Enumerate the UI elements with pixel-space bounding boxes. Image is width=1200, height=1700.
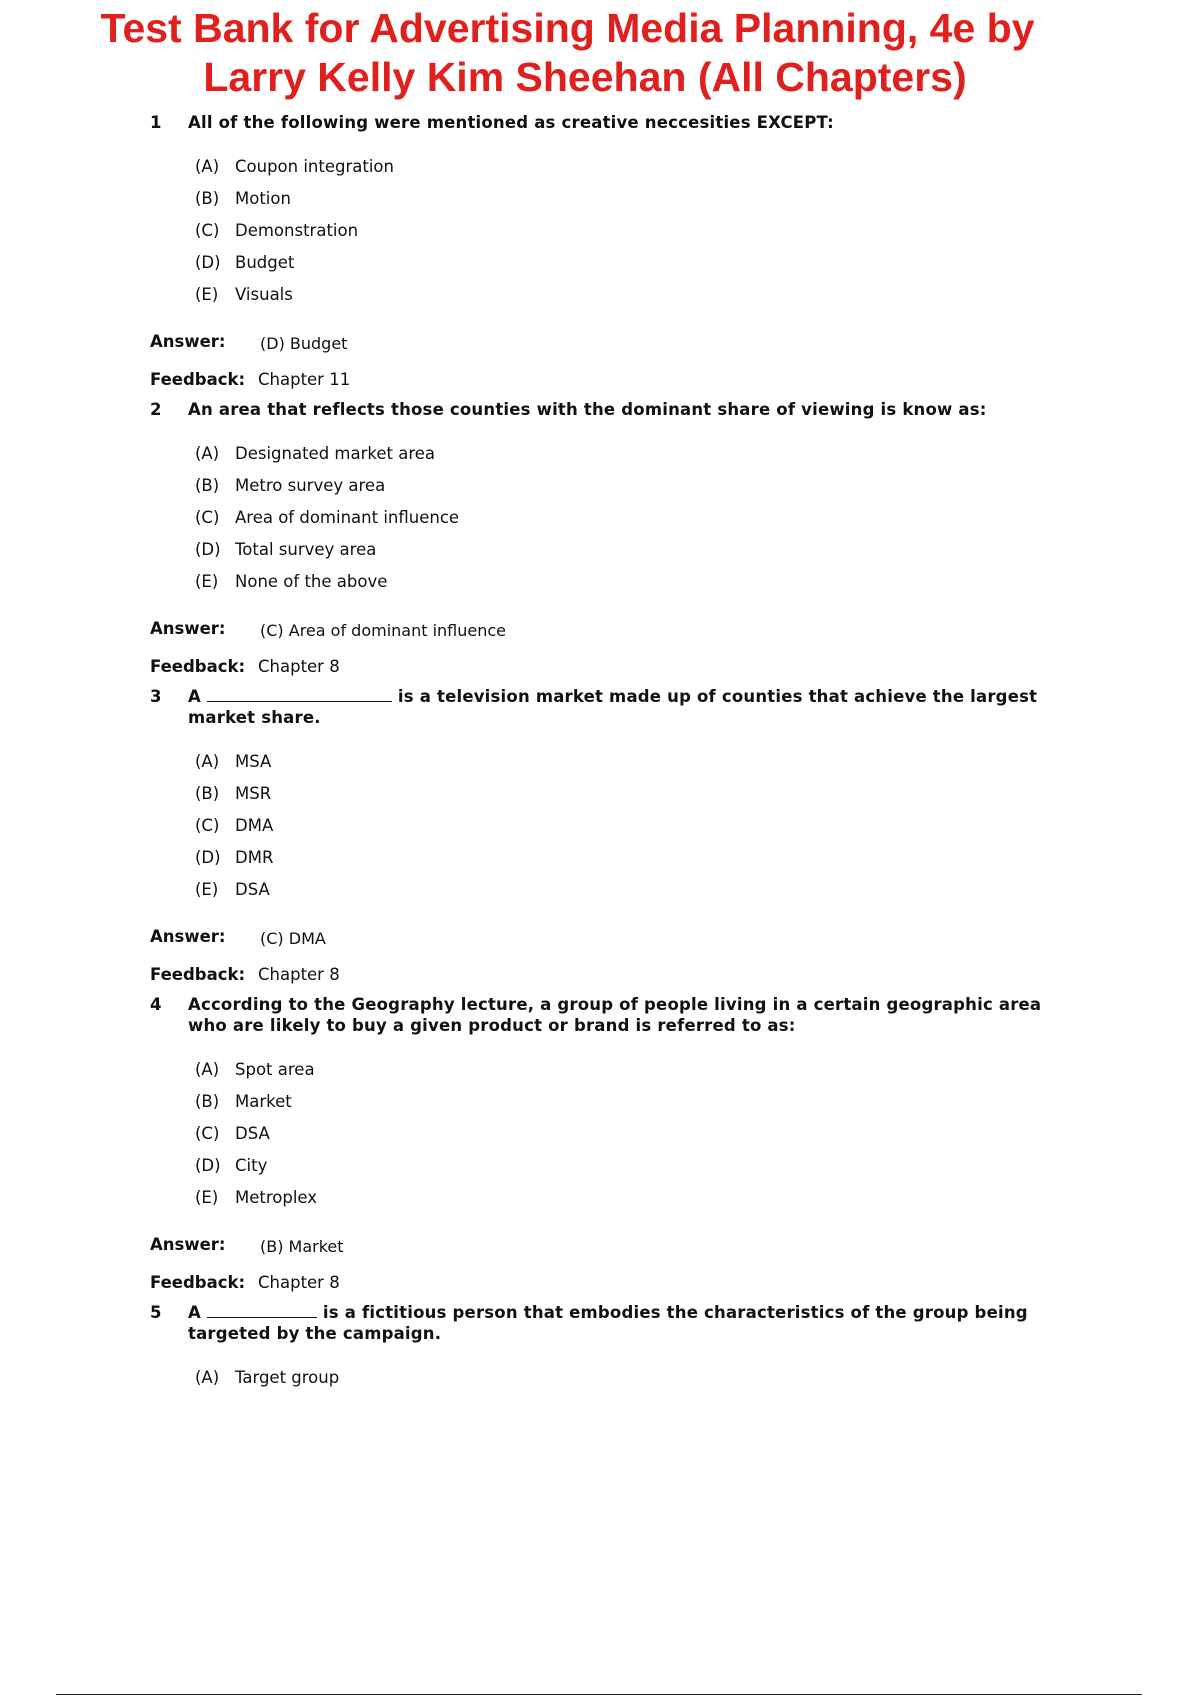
choice-text: None of the above — [235, 572, 388, 591]
choice-d — [195, 1150, 1050, 1182]
choice-d — [195, 842, 1050, 874]
choice-c — [195, 502, 1050, 534]
choice-letter: (A) — [195, 752, 220, 771]
answer-value: (B) Market — [260, 1237, 344, 1256]
title-line-2: Larry Kelly Kim Sheehan (All Chapters) — [203, 54, 967, 100]
choice-c — [195, 1118, 1050, 1150]
question-text-start: A — [188, 1303, 201, 1322]
question-number: 5 — [150, 1303, 162, 1322]
document-title — [0, 0, 1200, 102]
choice-letter: (D) — [195, 848, 221, 867]
question-1 — [150, 112, 1050, 399]
feedback-row — [150, 956, 1050, 994]
choice-b — [195, 1086, 1050, 1118]
choice-letter: (C) — [195, 816, 220, 835]
answer-value: (C) DMA — [260, 929, 326, 948]
choice-text: Metro survey area — [235, 476, 386, 495]
choice-c — [195, 810, 1050, 842]
choice-text: Visuals — [235, 285, 293, 304]
choice-letter: (E) — [195, 880, 219, 899]
question-text — [188, 1302, 1050, 1344]
choice-e — [195, 1182, 1050, 1214]
choice-a — [195, 438, 1050, 470]
choice-list — [195, 151, 1050, 311]
choice-text: Target group — [235, 1368, 340, 1387]
feedback-value: Chapter 8 — [258, 1273, 340, 1292]
question-text-end: is a television market made up of counties that achieve the largest market share. — [188, 687, 1038, 727]
choice-e — [195, 874, 1050, 906]
choice-a — [195, 746, 1050, 778]
choice-list — [195, 746, 1050, 906]
choice-letter: (B) — [195, 189, 220, 208]
choice-letter: (A) — [195, 1060, 220, 1079]
choice-c — [195, 215, 1050, 247]
question-5 — [150, 1302, 1050, 1394]
choice-text: Spot area — [235, 1060, 315, 1079]
answer-value: (C) Area of dominant influence — [260, 621, 507, 640]
question-4 — [150, 994, 1050, 1302]
question-number: 2 — [150, 400, 162, 419]
choice-text: DSA — [235, 1124, 270, 1143]
feedback-label: Feedback: — [150, 965, 246, 984]
choice-e — [195, 279, 1050, 311]
choice-letter: (E) — [195, 572, 219, 591]
choice-text: Area of dominant influence — [235, 508, 460, 527]
choice-list — [195, 1054, 1050, 1214]
choice-letter: (D) — [195, 540, 221, 559]
fill-in-blank — [207, 1303, 317, 1318]
choice-text: DMR — [235, 848, 274, 867]
choice-a — [195, 1054, 1050, 1086]
choice-b — [195, 470, 1050, 502]
choice-text: Budget — [235, 253, 295, 272]
question-text-start: A — [188, 687, 201, 706]
choice-letter: (D) — [195, 1156, 221, 1175]
choice-letter: (C) — [195, 508, 220, 527]
choice-text: Demonstration — [235, 221, 359, 240]
feedback-row — [150, 1264, 1050, 1302]
choice-letter: (E) — [195, 285, 219, 304]
feedback-label: Feedback: — [150, 1273, 246, 1292]
choice-b — [195, 183, 1050, 215]
choice-text: Metroplex — [235, 1188, 318, 1207]
question-list — [150, 112, 1050, 1394]
question-2 — [150, 399, 1050, 686]
choice-d — [195, 534, 1050, 566]
choice-text: Coupon integration — [235, 157, 394, 176]
feedback-value: Chapter 8 — [258, 965, 340, 984]
choice-e — [195, 566, 1050, 598]
choice-text: Total survey area — [235, 540, 377, 559]
feedback-label: Feedback: — [150, 657, 246, 676]
choice-letter: (B) — [195, 1092, 220, 1111]
feedback-label: Feedback: — [150, 370, 246, 389]
choice-text: MSR — [235, 784, 272, 803]
answer-value: (D) Budget — [260, 334, 348, 353]
choice-letter: (C) — [195, 1124, 220, 1143]
question-number: 1 — [150, 113, 162, 132]
choice-d — [195, 247, 1050, 279]
question-text-end: is a fictitious person that embodies the characteristics of the group being targeted by the campaign. — [188, 1303, 1028, 1343]
choice-text: DMA — [235, 816, 274, 835]
feedback-row — [150, 361, 1050, 399]
choice-letter: (C) — [195, 221, 220, 240]
choice-a — [195, 1362, 1050, 1394]
choice-text: Market — [235, 1092, 292, 1111]
question-text: An area that reflects those counties with the dominant share of viewing is know as: — [188, 400, 987, 419]
answer-label: Answer: — [150, 619, 226, 638]
choice-b — [195, 778, 1050, 810]
choice-letter: (B) — [195, 476, 220, 495]
question-3 — [150, 686, 1050, 994]
answer-row — [150, 918, 1050, 956]
answer-label: Answer: — [150, 927, 226, 946]
answer-row — [150, 1226, 1050, 1264]
question-text: All of the following were mentioned as creative neccesities EXCEPT: — [188, 113, 834, 132]
choice-letter: (A) — [195, 1368, 220, 1387]
choice-text: City — [235, 1156, 268, 1175]
question-text — [188, 686, 1050, 728]
feedback-value: Chapter 8 — [258, 657, 340, 676]
choice-a — [195, 151, 1050, 183]
choice-letter: (A) — [195, 157, 220, 176]
answer-label: Answer: — [150, 1235, 226, 1254]
title-line-1: Test Bank for Advertising Media Planning, 4e by — [100, 5, 1035, 51]
choice-list — [195, 438, 1050, 598]
choice-letter: (A) — [195, 444, 220, 463]
question-text: According to the Geography lecture, a group of people living in a certain geographic area who are likely to buy a given product or brand is referred to as: — [188, 995, 1042, 1035]
page-bottom-divider — [56, 1694, 1142, 1695]
choice-list — [195, 1362, 1050, 1394]
answer-label: Answer: — [150, 332, 226, 351]
question-number: 3 — [150, 687, 162, 706]
choice-letter: (E) — [195, 1188, 219, 1207]
fill-in-blank — [207, 687, 392, 702]
choice-text: Designated market area — [235, 444, 436, 463]
answer-row — [150, 323, 1050, 361]
choice-text: MSA — [235, 752, 272, 771]
choice-text: Motion — [235, 189, 291, 208]
question-number: 4 — [150, 995, 162, 1014]
choice-text: DSA — [235, 880, 270, 899]
choice-letter: (B) — [195, 784, 220, 803]
choice-letter: (D) — [195, 253, 221, 272]
feedback-value: Chapter 11 — [258, 370, 351, 389]
answer-row — [150, 610, 1050, 648]
feedback-row — [150, 648, 1050, 686]
